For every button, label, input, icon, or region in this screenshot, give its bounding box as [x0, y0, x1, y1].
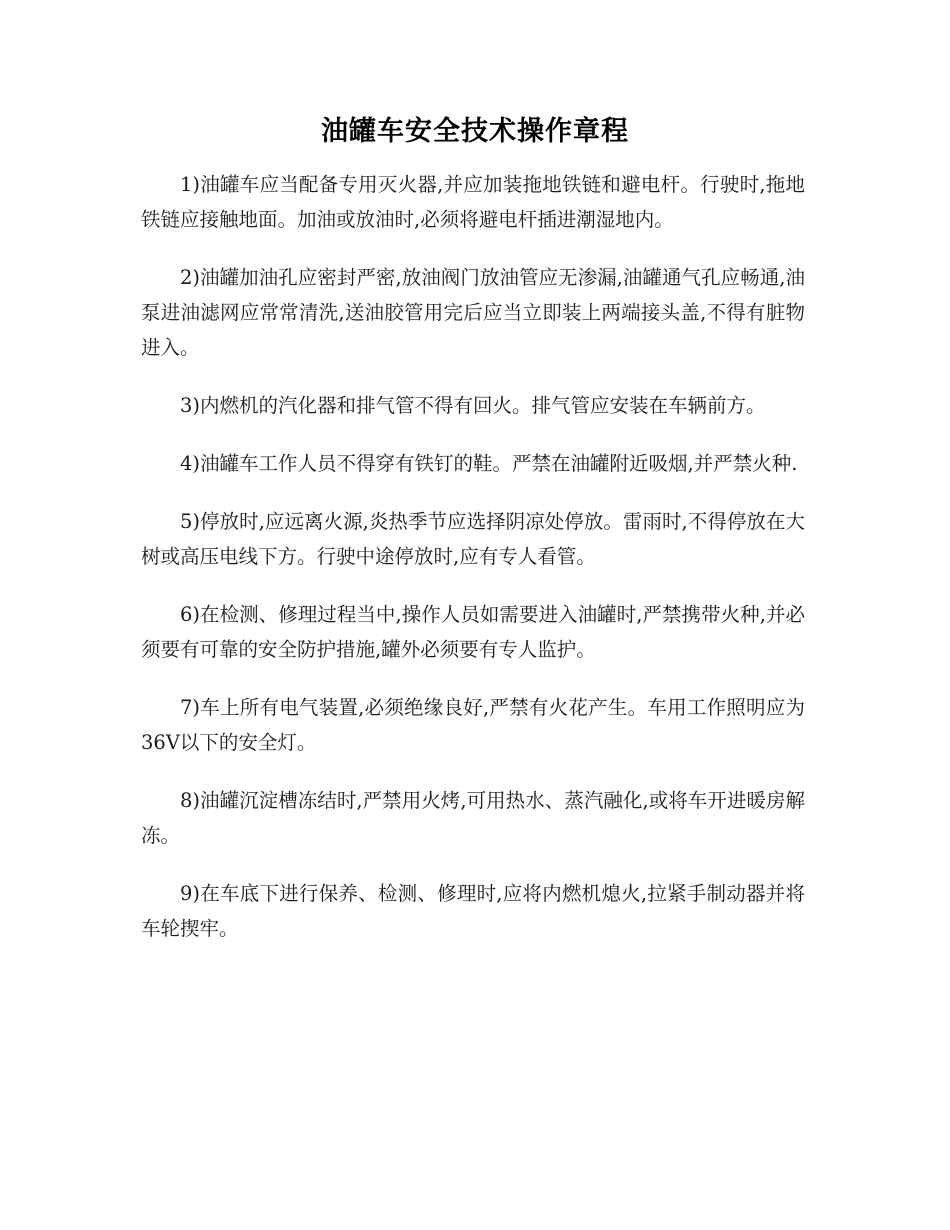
paragraph-5: 5)停放时,应远离火源,炎热季节应选择阴凉处停放。雷雨时,不得停放在大树或高压电线下方。行驶中途停放时,应有专人看管。: [141, 510, 805, 568]
paragraph-1: 1)油罐车应当配备专用灭火器,并应加装拖地铁链和避电杆。行驶时,拖地铁链应接触地面。加油或放油时,必须将避电杆插进潮湿地内。: [141, 173, 805, 231]
paragraph-6: 6)在检测、修理过程当中,操作人员如需要进入油罐时,严禁携带火种,并必须要有可靠的安全防护措施,罐外必须要有专人监护。: [141, 603, 805, 661]
paragraph-2: 2)油罐加油孔应密封严密,放油阀门放油管应无渗漏,油罐通气孔应畅通,油泵进油滤网应常常清洗,送油胶管用完后应当立即装上两端接头盖,不得有脏物进入。: [141, 266, 805, 359]
paragraph-8: 8)油罐沉淀槽冻结时,严禁用火烤,可用热水、蒸汽融化,或将车开进暖房解冻。: [141, 789, 805, 847]
document-body: [141, 167, 805, 969]
paragraph-4: 4)油罐车工作人员不得穿有铁钉的鞋。严禁在油罐附近吸烟,并严禁火种.: [180, 452, 798, 475]
document-title: 油罐车安全技术操作章程: [321, 116, 629, 147]
paragraph-7: 7)车上所有电气装置,必须绝缘良好,严禁有火花产生。车用工作照明应为36V以下的安全灯。: [141, 696, 805, 754]
paragraph-3: 3)内燃机的汽化器和排气管不得有回火。排气管应安装在车辆前方。: [180, 394, 766, 417]
paragraph-9: 9)在车底下进行保养、检测、修理时,应将内燃机熄火,拉紧手制动器并将车轮揳牢。: [141, 882, 805, 940]
